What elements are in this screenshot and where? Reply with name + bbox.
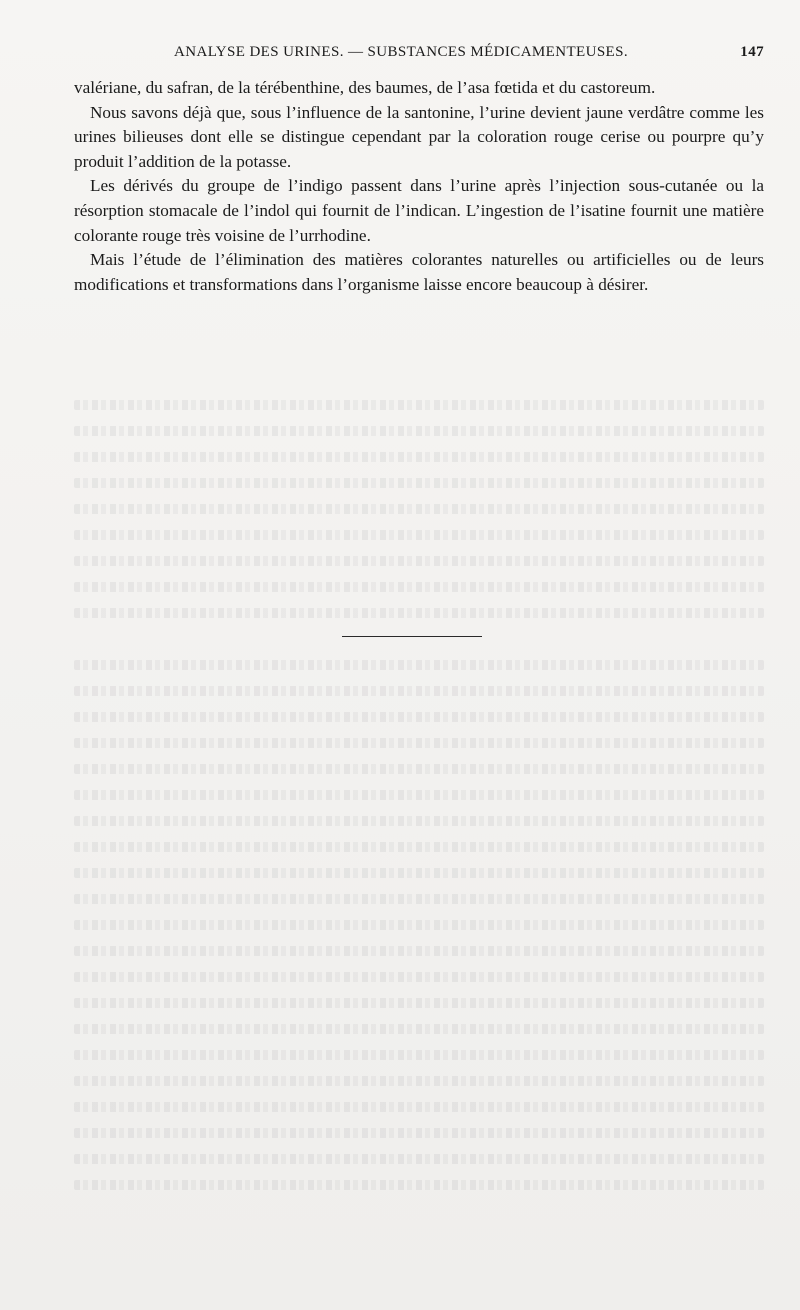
- show-through-line: [74, 712, 764, 722]
- page-number: 147: [740, 44, 764, 60]
- show-through-line: [74, 972, 764, 982]
- show-through-line: [74, 400, 764, 410]
- running-head-title: ANALYSE DES URINES. — SUBSTANCES MÉDICAMENTEUSES.: [174, 44, 629, 60]
- show-through-line: [74, 530, 764, 540]
- show-through-line: [74, 452, 764, 462]
- paragraph-elimination: Mais l’étude de l’élimination des matières colorantes naturelles ou artificielles ou de leurs modifications et transformations dans l’organisme laisse encore beaucoup à désirer.: [74, 250, 764, 294]
- show-through-line: [74, 660, 764, 670]
- show-through-line: [74, 1180, 764, 1190]
- show-through-line: [74, 608, 764, 618]
- show-through-line: [74, 1024, 764, 1034]
- show-through-line: [74, 894, 764, 904]
- show-through-line: [74, 426, 764, 436]
- running-head: [74, 44, 764, 68]
- show-through-line: [74, 1154, 764, 1164]
- show-through-line: [74, 1102, 764, 1112]
- show-through-line: [74, 686, 764, 696]
- paragraph-continued: valériane, du safran, de la térébenthine, des baumes, de l’asa fœtida et du castoreum.: [74, 78, 656, 97]
- paragraph-santonine: Nous savons déjà que, sous l’influence de la santonine, l’urine devient jaune verdâtre comme les urines bilieuses dont elle se distingue cependant par la coloration rouge cerise ou pourpre qu’y produit l’addition de la potasse.: [74, 102, 764, 171]
- paragraph-indigo: Les dérivés du groupe de l’indigo passent dans l’urine après l’injection sous-cutanée ou la résorption stomacale de l’indol qui fournit de l’indican. L’ingestion de l’isatine fournit une matière colorante rouge très voisine de l’urrhodine.: [74, 176, 764, 245]
- show-through-line: [74, 868, 764, 878]
- show-through-line: [74, 738, 764, 748]
- show-through-line: [74, 920, 764, 930]
- show-through-line: [74, 582, 764, 592]
- section-end-rule: [342, 636, 482, 637]
- show-through-line: [74, 1128, 764, 1138]
- show-through-line: [74, 946, 764, 956]
- show-through-line: [74, 842, 764, 852]
- show-through-line: [74, 998, 764, 1008]
- show-through-line: [74, 556, 764, 566]
- show-through-line: [74, 1076, 764, 1086]
- show-through-line: [74, 790, 764, 800]
- show-through-line: [74, 764, 764, 774]
- show-through-line: [74, 504, 764, 514]
- show-through-line: [74, 816, 764, 826]
- show-through-line: [74, 1050, 764, 1060]
- body-text: [74, 76, 764, 297]
- show-through-line: [74, 478, 764, 488]
